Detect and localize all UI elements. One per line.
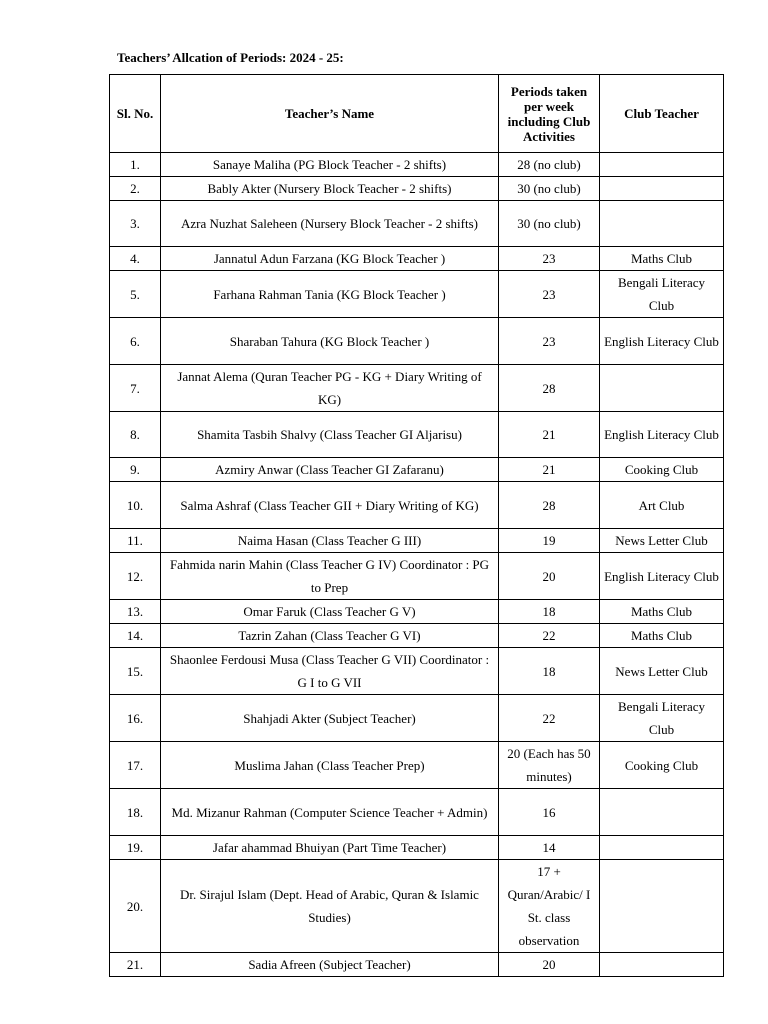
row-teacher-name: Fahmida narin Mahin (Class Teacher G IV) Coordinator : PG to Prep (161, 553, 499, 600)
row-sl: 20. (110, 860, 161, 953)
row-club: English Literacy Club (600, 553, 724, 600)
row-club: Bengali Literacy Club (600, 271, 724, 318)
row-teacher-name: Sharaban Tahura (KG Block Teacher ) (161, 318, 499, 365)
row-periods: 21 (499, 412, 600, 458)
row-sl: 14. (110, 624, 161, 648)
row-club (600, 201, 724, 247)
row-periods: 22 (499, 624, 600, 648)
row-club: Cooking Club (600, 742, 724, 789)
row-periods: 20 (499, 953, 600, 977)
row-teacher-name: Bably Akter (Nursery Block Teacher - 2 shifts) (161, 177, 499, 201)
row-club (600, 953, 724, 977)
row-periods: 22 (499, 695, 600, 742)
row-periods: 17 + Quran/Arabic/ I St. class observation (499, 860, 600, 953)
row-teacher-name: Shahjadi Akter (Subject Teacher) (161, 695, 499, 742)
table-row (110, 553, 724, 600)
row-sl: 18. (110, 789, 161, 836)
row-periods: 18 (499, 600, 600, 624)
row-teacher-name: Shamita Tasbih Shalvy (Class Teacher GI Aljarisu) (161, 412, 499, 458)
row-club: English Literacy Club (600, 318, 724, 365)
row-teacher-name: Omar Faruk (Class Teacher G V) (161, 600, 499, 624)
row-sl: 21. (110, 953, 161, 977)
row-club (600, 789, 724, 836)
row-periods: 21 (499, 458, 600, 482)
row-teacher-name: Jannatul Adun Farzana (KG Block Teacher ) (161, 247, 499, 271)
row-sl: 13. (110, 600, 161, 624)
row-teacher-name: Naima Hasan (Class Teacher G III) (161, 529, 499, 553)
row-periods: 14 (499, 836, 600, 860)
table-row (110, 529, 724, 553)
row-sl: 8. (110, 412, 161, 458)
row-periods: 23 (499, 247, 600, 271)
row-periods: 30 (no club) (499, 177, 600, 201)
table-row (110, 412, 724, 458)
row-teacher-name: Shaonlee Ferdousi Musa (Class Teacher G VII) Coordinator : G I to G VII (161, 648, 499, 695)
table-row (110, 624, 724, 648)
table-row (110, 177, 724, 201)
table-row (110, 458, 724, 482)
row-sl: 4. (110, 247, 161, 271)
row-sl: 16. (110, 695, 161, 742)
row-teacher-name: Sadia Afreen (Subject Teacher) (161, 953, 499, 977)
table-row (110, 695, 724, 742)
header-name: Teacher’s Name (161, 75, 499, 153)
row-club: Maths Club (600, 247, 724, 271)
row-teacher-name: Tazrin Zahan (Class Teacher G VI) (161, 624, 499, 648)
header-sl: Sl. No. (110, 75, 161, 153)
row-periods: 28 (no club) (499, 153, 600, 177)
row-sl: 3. (110, 201, 161, 247)
table-row (110, 482, 724, 529)
row-club: English Literacy Club (600, 412, 724, 458)
row-periods: 19 (499, 529, 600, 553)
row-periods: 18 (499, 648, 600, 695)
row-teacher-name: Sanaye Maliha (PG Block Teacher - 2 shifts) (161, 153, 499, 177)
row-club: News Letter Club (600, 529, 724, 553)
row-teacher-name: Azra Nuzhat Saleheen (Nursery Block Teacher - 2 shifts) (161, 201, 499, 247)
row-club (600, 836, 724, 860)
table-row (110, 365, 724, 412)
row-sl: 17. (110, 742, 161, 789)
row-teacher-name: Muslima Jahan (Class Teacher Prep) (161, 742, 499, 789)
header-club: Club Teacher (600, 75, 724, 153)
row-sl: 12. (110, 553, 161, 600)
row-teacher-name: Dr. Sirajul Islam (Dept. Head of Arabic, Quran & Islamic Studies) (161, 860, 499, 953)
row-sl: 19. (110, 836, 161, 860)
row-periods: 20 (499, 553, 600, 600)
table-row (110, 318, 724, 365)
table-row (110, 201, 724, 247)
row-periods: 23 (499, 318, 600, 365)
row-teacher-name: Md. Mizanur Rahman (Computer Science Teacher + Admin) (161, 789, 499, 836)
row-club: Maths Club (600, 624, 724, 648)
row-sl: 9. (110, 458, 161, 482)
row-sl: 6. (110, 318, 161, 365)
table-row (110, 153, 724, 177)
row-club (600, 153, 724, 177)
row-sl: 11. (110, 529, 161, 553)
table-row (110, 953, 724, 977)
allocation-table (109, 74, 724, 977)
row-sl: 10. (110, 482, 161, 529)
document-title: Teachers’ Allcation of Periods: 2024 - 25: (117, 50, 344, 65)
row-teacher-name: Azmiry Anwar (Class Teacher GI Zafaranu) (161, 458, 499, 482)
row-periods: 23 (499, 271, 600, 318)
header-periods: Periods taken per week including Club Activities (499, 75, 600, 153)
row-sl: 1. (110, 153, 161, 177)
table-row (110, 271, 724, 318)
row-teacher-name: Farhana Rahman Tania (KG Block Teacher ) (161, 271, 499, 318)
row-club: Cooking Club (600, 458, 724, 482)
row-club: Bengali Literacy Club (600, 695, 724, 742)
row-club: Art Club (600, 482, 724, 529)
row-periods: 28 (499, 365, 600, 412)
row-periods: 20 (Each has 50 minutes) (499, 742, 600, 789)
table-row (110, 247, 724, 271)
row-teacher-name: Salma Ashraf (Class Teacher GII + Diary Writing of KG) (161, 482, 499, 529)
row-club (600, 177, 724, 201)
row-teacher-name: Jannat Alema (Quran Teacher PG - KG + Diary Writing of KG) (161, 365, 499, 412)
row-sl: 2. (110, 177, 161, 201)
row-club: Maths Club (600, 600, 724, 624)
table-row (110, 648, 724, 695)
table-row (110, 836, 724, 860)
row-periods: 16 (499, 789, 600, 836)
row-sl: 15. (110, 648, 161, 695)
table-row (110, 742, 724, 789)
header-row (110, 75, 724, 153)
row-sl: 7. (110, 365, 161, 412)
table-row (110, 789, 724, 836)
row-club (600, 365, 724, 412)
row-sl: 5. (110, 271, 161, 318)
row-periods: 30 (no club) (499, 201, 600, 247)
row-club (600, 860, 724, 953)
row-teacher-name: Jafar ahammad Bhuiyan (Part Time Teacher) (161, 836, 499, 860)
row-club: News Letter Club (600, 648, 724, 695)
table-row (110, 860, 724, 953)
row-periods: 28 (499, 482, 600, 529)
table-row (110, 600, 724, 624)
